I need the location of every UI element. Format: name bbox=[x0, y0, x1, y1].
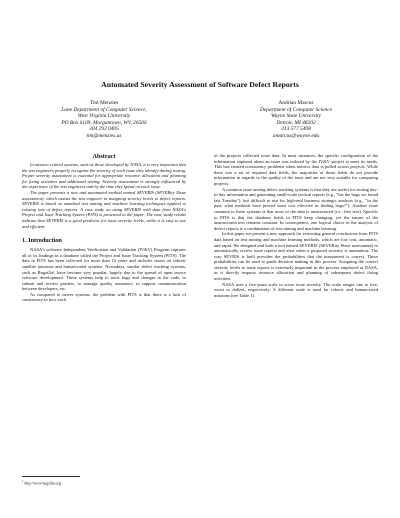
body-paragraph: NASA's software Independent Verification and Validation (IV&V) Program captures all of its findings in a database called the Project and Issue Tracking System (PITS). The data in PITS has been collected for more than 10 years and includes issues on robotic satellite missions and human-rated systems. Nowadays, similar defect tracking systems, such as Bugzilla¹, have become very popular, largely due to the spread of open source software development. These systems help to track bugs and changes in the code, to submit and review patches, to manage quality assurance, to support communication between developers, etc. bbox=[22, 247, 186, 292]
footnote bbox=[22, 479, 186, 486]
author-affiliation: Wayne State University bbox=[270, 113, 322, 120]
author-phone: 304 293 0405 bbox=[89, 126, 119, 133]
body-paragraph: A common issue among defect tracking systems is that they are useful for storing day-to-day information and generating small-scale tactical reports (e.g., "list the bugs we found last Tuesday"), but difficult to use for high-end business strategic analysis (e.g., "in the past, what methods have proved most cost effective in finding bugs?"). Another issue common to these systems is that most of the data is unstructured (i.e., free text). Specific to PITS is that the database fields in PITS keep changing, yet the nature of the unstructured text remains constant. In consequence, one logical choice in the analysis of defect reports is a combination of text mining and machine learning. bbox=[214, 186, 378, 231]
author-address: PO Box 6109, Morgantown, WV, 26506 bbox=[61, 119, 147, 126]
body-paragraph: In this paper we present a new approach for extracting general conclusions from PITS data based on text mining and machine learning methods, which are low cost, automatic, and rapid. We designed and built a tool named SEVERIS (SEVERity ISsue assessment) to automatically review issue reports and alert when a proposed severity is anomalous. The way SEVRIS is built provides the probabilities that the assessment is correct. These probabilities can be used to guide decision making in this process. Assigning the correct severity levels to issue reports is extremely important in the process employed at NASA, as it directly impacts resource allocation and planning of subsequent defect fixing activities. bbox=[214, 231, 378, 282]
abstract-paragraph: The paper presents a new and automated method named SEVERIS (SEVERity ISsue assessment), which assists the test engineer in assigning severity levels to defect reports. SEVERIS is based on standard text mining and machine learning techniques applied to existing sets of defect reports. A case study on using SEVERIS with data from NASA's Project and Issue Tracking System (PITS) is presented in the paper. The case study results indicate that SEVERIS is a good predictor for issue severity levels, while it is easy to use and efficient. bbox=[22, 189, 186, 229]
body-paragraph: NASA uses a five-point scale to score issue severity. The scale ranges one to five, worst to dullest, respectively. A different scale is used for robotic and human-rated missions (see Table 1). bbox=[214, 281, 378, 298]
abstract bbox=[22, 162, 186, 229]
introduction-body bbox=[22, 247, 186, 303]
author-phone: 313 577 5408 bbox=[281, 126, 311, 133]
author-name: Andrian Marcus bbox=[278, 100, 314, 106]
left-column bbox=[22, 153, 186, 303]
paper-title: Automated Severity Assessment of Software Defect Reports bbox=[101, 80, 299, 89]
right-column bbox=[214, 153, 378, 298]
abstract-paragraph: In mission critical systems, such as those developed by NASA, it is very important that the test engineers properly recognize the severity of each issue they identify during testing. Proper severity assessment is essential for appropriate resource allocation and planning for fixing activities and additional testing. Severity assessment is strongly influenced by the experience of the test engineers and by the time they spend on each issue. bbox=[22, 162, 186, 190]
body-paragraph: of the projects collected issue data. In most instances, the specific configuration of the information captured about an issue was tailored by the IV&V project to meet its needs. This has created consistency problems when metrics data is pulled across projects. While there was a set of required data fields, the majorities of those fields do not provide information in regards to the quality of the issue and are not very suitable for comparing projects. bbox=[214, 153, 378, 186]
author-email: tim@menzies.us bbox=[86, 132, 122, 139]
section-heading-introduction: 1. Introduction bbox=[22, 237, 62, 245]
author-email: amarcus@wayne.edu bbox=[272, 132, 320, 139]
abstract-heading: Abstract bbox=[92, 153, 116, 160]
footnote-divider bbox=[22, 476, 80, 477]
author-affiliation: Department of Computer Science bbox=[259, 106, 332, 113]
author-affiliation: West Virginia University bbox=[77, 113, 131, 120]
right-column-body bbox=[214, 153, 378, 298]
footnote-link[interactable]: http://www.bugzilla.org/ bbox=[24, 481, 62, 486]
footnote-mark: 1 bbox=[22, 479, 24, 483]
body-paragraph: As compared to newer systems, the problem with PITS is that there is a lack of consistency in how each bbox=[22, 291, 186, 303]
author-name: Tim Menzies bbox=[89, 100, 119, 106]
author-block-menzies bbox=[24, 100, 184, 140]
author-affiliation: Lane Department of Computer Science, bbox=[61, 106, 147, 113]
author-block-marcus bbox=[216, 100, 376, 140]
author-address: Detroit, MI 48202 bbox=[276, 119, 316, 126]
